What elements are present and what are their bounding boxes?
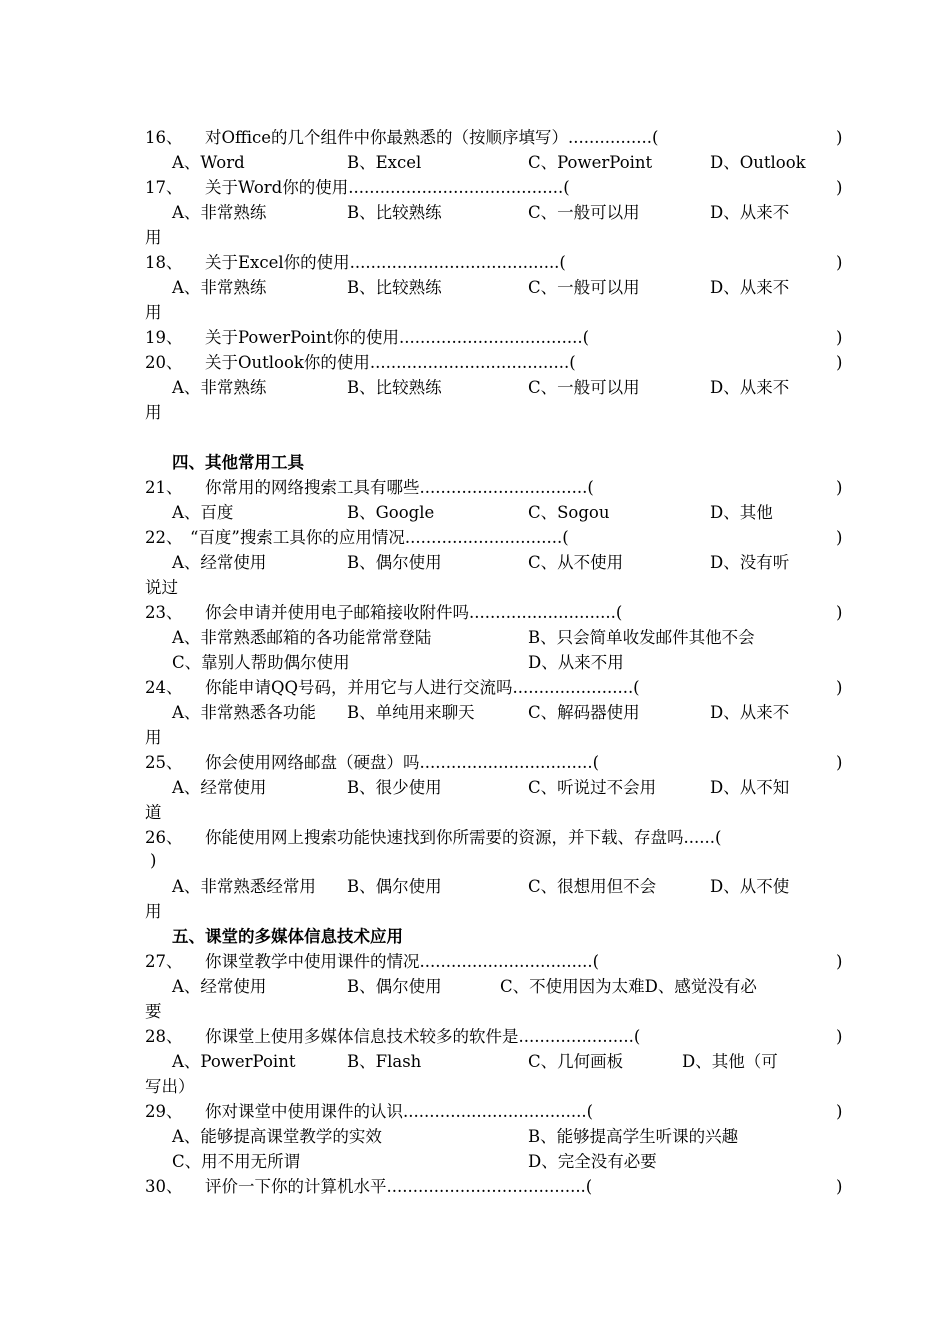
question-text: 关于PowerPoint你的使用...................................( (205, 328, 590, 347)
question-number: 16、 (145, 128, 183, 147)
question-text: 评价一下你的计算机水平......................................( (205, 1177, 593, 1196)
option-line (0, 700, 950, 725)
question-number: 28、 (145, 1027, 183, 1046)
question-line (0, 600, 950, 625)
answer-option: B、偶尔使用 (347, 877, 442, 896)
wrapped-text-fragment: 用 (145, 728, 162, 747)
answer-option: C、很想用但不会 (528, 877, 657, 896)
question-line (0, 675, 950, 700)
answer-option: C、一般可以用 (528, 378, 640, 397)
answer-option: A、经常使用 (172, 553, 267, 572)
answer-option: B、Google (347, 503, 435, 522)
answer-bracket-close: ) (836, 353, 843, 372)
question-line (0, 825, 950, 850)
answer-option: C、Sogou (528, 503, 610, 522)
answer-option: B、单纯用来聊天 (347, 703, 475, 722)
question-line (0, 949, 950, 974)
wrapped-text-fragment: 道 (145, 803, 162, 822)
answer-option: C、一般可以用 (528, 203, 640, 222)
question-number: 17、 (145, 178, 183, 197)
answer-option: B、偶尔使用 (347, 977, 442, 996)
question-number: 18、 (145, 253, 183, 272)
option-line (0, 650, 950, 675)
answer-option: B、偶尔使用 (347, 553, 442, 572)
question-number: 26、 (145, 828, 183, 847)
question-number: 29、 (145, 1102, 183, 1121)
question-text: 你能使用网上搜索功能快速找到你所需要的资源，并下载、存盘吗......( (205, 828, 722, 847)
wrapped-text (0, 899, 950, 924)
answer-option: B、Flash (347, 1052, 422, 1071)
question-text: “百度”搜索工具你的应用情况..............................( (190, 528, 569, 547)
answer-bracket-close: ) (836, 1177, 843, 1196)
section-heading: 五、课堂的多媒体信息技术应用 (172, 927, 403, 946)
answer-option: B、能够提高学生听课的兴趣 (528, 1127, 739, 1146)
answer-option: D、Outlook (710, 153, 806, 172)
answer-bracket-close: ) (836, 753, 843, 772)
answer-option: C、从不使用 (528, 553, 624, 572)
answer-option: A、经常使用 (172, 977, 267, 996)
section-heading-line (0, 450, 950, 475)
answer-option: D、从不使 (710, 877, 790, 896)
question-number: 20、 (145, 353, 183, 372)
option-line (0, 200, 950, 225)
question-number: 27、 (145, 952, 183, 971)
answer-option: A、非常熟悉邮箱的各功能常常登陆 (172, 628, 432, 647)
wrapped-text (0, 400, 950, 425)
question-line (0, 1099, 950, 1124)
section-heading: 四、其他常用工具 (172, 453, 304, 472)
answer-option: D、从来不 (710, 378, 790, 397)
option-line (0, 550, 950, 575)
answer-bracket-close: ) (836, 952, 843, 971)
answer-option: C、几何画板 (528, 1052, 624, 1071)
answer-option: C、用不用无所谓 (172, 1152, 301, 1171)
answer-option: A、Word (172, 153, 245, 172)
answer-option: A、非常熟悉经常用 (172, 877, 316, 896)
question-line (0, 175, 950, 200)
option-line (0, 275, 950, 300)
answer-option: A、PowerPoint (172, 1052, 296, 1071)
option-line (0, 1124, 950, 1149)
answer-option: D、完全没有必要 (528, 1152, 657, 1171)
option-line (0, 500, 950, 525)
answer-option: B、Excel (347, 153, 422, 172)
answer-bracket-close: ) (836, 328, 843, 347)
answer-option: D、从不知 (710, 778, 790, 797)
answer-bracket-close: ) (836, 178, 843, 197)
question-line (0, 475, 950, 500)
answer-option: A、非常熟悉各功能 (172, 703, 316, 722)
question-text: 对Office的几个组件中你最熟悉的（按顺序填写）................( (205, 128, 659, 147)
question-line (0, 325, 950, 350)
option-line (0, 974, 950, 999)
wrapped-text (0, 800, 950, 825)
answer-option: A、非常熟练 (172, 378, 267, 397)
wrapped-text-fragment: ) (150, 851, 157, 870)
wrapped-text-fragment: 用 (145, 403, 162, 422)
answer-option: A、非常熟练 (172, 278, 267, 297)
question-text: 你会申请并使用电子邮箱接收附件吗............................( (205, 603, 623, 622)
question-number: 22、 (145, 528, 183, 547)
answer-bracket-close: ) (836, 128, 843, 147)
question-number: 24、 (145, 678, 183, 697)
question-line (0, 750, 950, 775)
answer-option: B、只会简单收发邮件其他不会 (528, 628, 755, 647)
question-number: 21、 (145, 478, 183, 497)
answer-option: D、其他（可 (682, 1052, 778, 1071)
answer-option: B、比较熟练 (347, 203, 442, 222)
section-heading-line (0, 924, 950, 949)
question-number: 30、 (145, 1177, 183, 1196)
answer-option: D、从来不 (710, 703, 790, 722)
option-line (0, 775, 950, 800)
question-line (0, 1024, 950, 1049)
option-line (0, 375, 950, 400)
wrapped-text (0, 999, 950, 1024)
answer-option: D、其他 (710, 503, 773, 522)
question-line (0, 350, 950, 375)
answer-option: C、一般可以用 (528, 278, 640, 297)
answer-bracket-close: ) (836, 1102, 843, 1121)
answer-option: D、没有听 (710, 553, 790, 572)
wrapped-text (0, 1074, 950, 1099)
wrapped-text-fragment: 用 (145, 902, 162, 921)
answer-option: A、经常使用 (172, 778, 267, 797)
answer-option: D、从来不用 (528, 653, 624, 672)
answer-option: B、比较熟练 (347, 378, 442, 397)
question-line (0, 250, 950, 275)
question-text: 你能申请QQ号码，并用它与人进行交流吗.......................( (205, 678, 640, 697)
wrapped-text-fragment: 用 (145, 303, 162, 322)
question-number: 23、 (145, 603, 183, 622)
wrapped-text-fragment: 要 (145, 1002, 162, 1021)
option-line (0, 625, 950, 650)
wrapped-text-fragment: 写出） (145, 1077, 195, 1096)
option-line (0, 874, 950, 899)
answer-bracket-close: ) (836, 478, 843, 497)
wrapped-text (0, 575, 950, 600)
answer-option: C、PowerPoint (528, 153, 653, 172)
answer-option: C、靠别人帮助偶尔使用 (172, 653, 350, 672)
question-text: 关于Word你的使用.........................................( (205, 178, 570, 197)
answer-bracket-close: ) (836, 1027, 843, 1046)
wrapped-text (0, 225, 950, 250)
answer-option: A、百度 (172, 503, 234, 522)
answer-option: D、从来不 (710, 203, 790, 222)
question-text: 你对课堂中使用课件的认识...................................( (205, 1102, 594, 1121)
answer-option: C、不使用因为太难D、感觉没有必 (500, 977, 757, 996)
question-line (0, 525, 950, 550)
question-line (0, 125, 950, 150)
wrapped-text-fragment: 说过 (145, 578, 178, 597)
answer-bracket-close: ) (836, 253, 843, 272)
question-text: 你课堂上使用多媒体信息技术较多的软件是......................( (205, 1027, 641, 1046)
answer-bracket-close: ) (836, 678, 843, 697)
answer-option: B、很少使用 (347, 778, 442, 797)
question-text: 你课堂教学中使用课件的情况.................................( (205, 952, 600, 971)
answer-bracket-close: ) (836, 603, 843, 622)
answer-option: A、能够提高课堂教学的实效 (172, 1127, 382, 1146)
answer-option: C、解码器使用 (528, 703, 640, 722)
answer-bracket-close: ) (836, 528, 843, 547)
question-number: 19、 (145, 328, 183, 347)
question-text: 关于Outlook你的使用......................................( (205, 353, 576, 372)
wrapped-text (0, 725, 950, 750)
option-line (0, 1149, 950, 1174)
wrapped-text (0, 300, 950, 325)
wrapped-text (0, 848, 950, 873)
answer-option: A、非常熟练 (172, 203, 267, 222)
wrapped-text-fragment: 用 (145, 228, 162, 247)
question-text: 你常用的网络搜索工具有哪些................................( (205, 478, 594, 497)
option-line (0, 150, 950, 175)
question-text: 关于Excel你的使用........................................( (205, 253, 566, 272)
answer-option: B、比较熟练 (347, 278, 442, 297)
answer-option: D、从来不 (710, 278, 790, 297)
option-line (0, 1049, 950, 1074)
answer-option: C、听说过不会用 (528, 778, 657, 797)
question-text: 你会使用网络邮盘（硬盘）吗.................................( (205, 753, 600, 772)
question-line (0, 1174, 950, 1199)
question-number: 25、 (145, 753, 183, 772)
